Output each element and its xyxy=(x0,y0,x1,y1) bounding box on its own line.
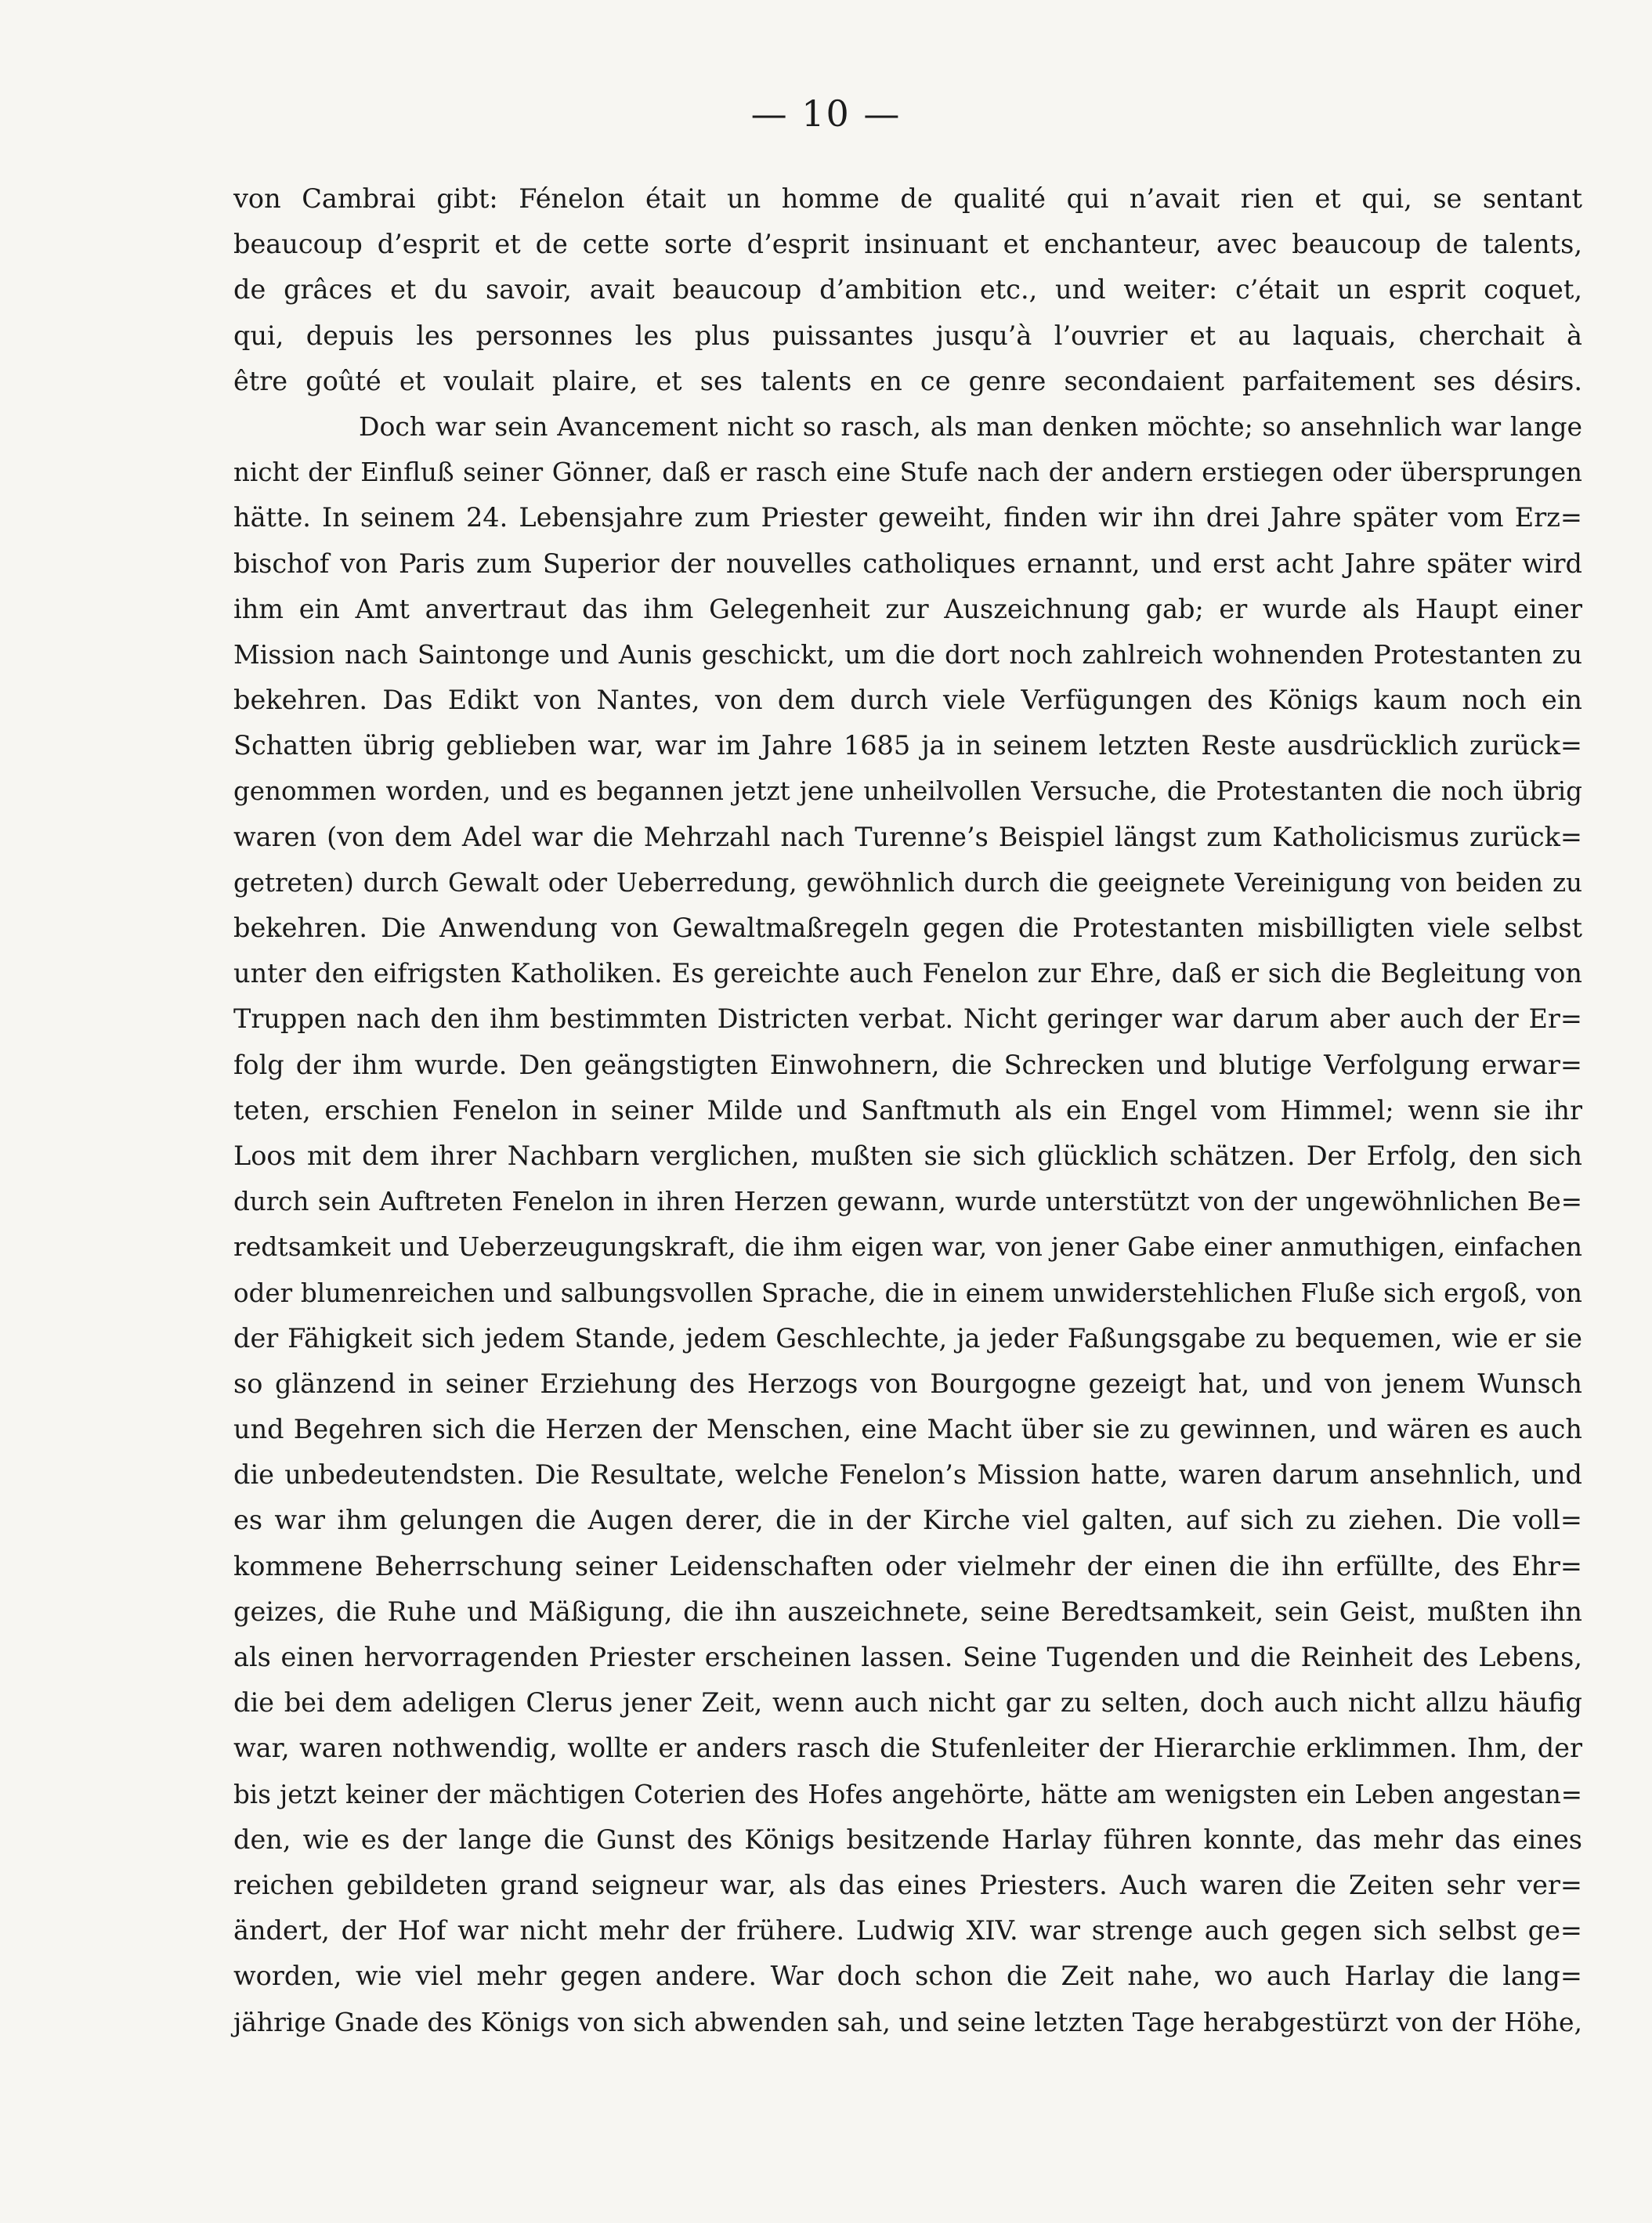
body-text xyxy=(233,176,1582,2045)
text-line: bekehren. Das Edikt von Nantes, von dem durch viele Verfügungen des Königs kaum noch ein xyxy=(233,685,1582,716)
text-line: geizes, die Ruhe und Mäßigung, die ihn auszeichnete, seine Beredtsamkeit, sein Geist, mußten ihn xyxy=(233,1596,1582,1627)
text-line: unter den eifrigsten Katholiken. Es gereichte auch Fenelon zur Ehre, daß er sich die Begleitung von xyxy=(233,958,1582,989)
text-line: so glänzend in seiner Erziehung des Herzogs von Bourgogne gezeigt hat, und von jenem Wunsch xyxy=(233,1368,1582,1399)
text-line: es war ihm gelungen die Augen derer, die in der Kirche viel galten, auf sich zu ziehen. Die voll= xyxy=(233,1505,1582,1536)
text-line: war, waren nothwendig, wollte er anders rasch die Stufenleiter der Hierarchie erklimmen. Ihm, der xyxy=(233,1733,1582,1764)
text-line: teten, erschien Fenelon in seiner Milde und Sanftmuth als ein Engel vom Himmel; wenn sie ihr xyxy=(233,1094,1582,1126)
text-line: qui, depuis les personnes les plus puissantes jusqu’à l’ouvrier et au laquais, cherchait à xyxy=(233,320,1582,351)
text-line: de grâces et du savoir, avait beaucoup d’ambition etc., und weiter: c’était un esprit coquet, xyxy=(233,274,1582,305)
text-line: Mission nach Saintonge und Aunis geschickt, um die dort noch zahlreich wohnenden Protestanten zu xyxy=(233,638,1582,670)
text-line: und Begehren sich die Herzen der Menschen, eine Macht über sie zu gewinnen, und wären es auch xyxy=(233,1414,1582,1445)
text-line: nicht der Einfluß seiner Gönner, daß er rasch eine Stufe nach der andern erstiegen oder übersprungen xyxy=(233,457,1582,488)
text-line: als einen hervorragenden Priester erscheinen lassen. Seine Tugenden und die Reinheit des Lebens, xyxy=(233,1642,1582,1672)
text-line: der Fähigkeit sich jedem Stande, jedem Geschlechte, ja jeder Faßungsgabe zu bequemen, wie er sie xyxy=(233,1322,1582,1354)
text-line: folg der ihm wurde. Den geängstigten Einwohnern, die Schrecken und blutige Verfolgung erwar= xyxy=(233,1049,1582,1080)
text-line: worden, wie viel mehr gegen andere. War doch schon die Zeit nahe, wo auch Harlay die lang= xyxy=(233,1961,1582,1992)
text-line: kommene Beherrschung seiner Leidenschaften oder vielmehr der einen die ihn erfüllte, des Ehr= xyxy=(233,1550,1582,1581)
text-line: hätte. In seinem 24. Lebensjahre zum Priester geweiht, finden wir ihn drei Jahre später vom Erz= xyxy=(233,502,1582,533)
text-line: den, wie es der lange die Gunst des Königs besitzende Harlay führen konnte, das mehr das eines xyxy=(233,1824,1582,1855)
text-line: die unbedeutendsten. Die Resultate, welche Fenelon’s Mission hatte, waren darum ansehnlich, und xyxy=(233,1459,1582,1491)
text-line: Schatten übrig geblieben war, war im Jahre 1685 ja in seinem letzten Reste ausdrücklich zurück= xyxy=(233,730,1582,761)
text-line: Doch war sein Avancement nicht so rasch, als man denken möchte; so ansehnlich war lange xyxy=(359,410,1582,442)
text-line: Truppen nach den ihm bestimmten Districten verbat. Nicht geringer war darum aber auch der Er= xyxy=(233,1003,1582,1035)
text-line: waren (von dem Adel war die Mehrzahl nach Turenne’s Beispiel längst zum Katholicismus zurück= xyxy=(233,821,1582,852)
text-line: être goûté et voulait plaire, et ses talents en ce genre secondaient parfaitement ses désirs. xyxy=(233,365,1582,396)
text-line: durch sein Auftreten Fenelon in ihren Herzen gewann, wurde unterstützt von der ungewöhnlichen Be= xyxy=(233,1187,1582,1217)
text-line: ihm ein Amt anvertraut das ihm Gelegenheit zur Auszeichnung gab; er wurde als Haupt einer xyxy=(233,593,1582,624)
text-line: ändert, der Hof war nicht mehr der frühere. Ludwig XIV. war strenge auch gegen sich selbst ge= xyxy=(233,1915,1582,1946)
text-line: bischof von Paris zum Superior der nouvelles catholiques ernannt, und erst acht Jahre später wird xyxy=(233,548,1582,579)
text-line: getreten) durch Gewalt oder Ueberredung, gewöhnlich durch die geeignete Vereinigung von beiden zu xyxy=(233,867,1582,898)
text-line: genommen worden, und es begannen jetzt jene unheilvollen Versuche, die Protestanten die noch übrig xyxy=(233,776,1582,807)
text-line: die bei dem adeligen Clerus jener Zeit, wenn auch nicht gar zu selten, doch auch nicht allzu häufig xyxy=(233,1687,1582,1719)
text-line: von Cambrai gibt: Fénelon était un homme de qualité qui n’avait rien et qui, se sentant xyxy=(233,183,1582,214)
text-line: bekehren. Die Anwendung von Gewaltmaßregeln gegen die Protestanten misbilligten viele selbst xyxy=(233,913,1582,943)
text-line: jährige Gnade des Königs von sich abwenden sah, und seine letzten Tage herabgestürzt von der Höhe, xyxy=(233,2006,1582,2037)
text-line: bis jetzt keiner der mächtigen Coterien des Hofes angehörte, hätte am wenigsten ein Leben angestan= xyxy=(233,1779,1582,1809)
text-line: Loos mit dem ihrer Nachbarn verglichen, mußten sie sich glücklich schätzen. Der Erfolg, den sich xyxy=(233,1140,1582,1171)
text-line: reichen gebildeten grand seigneur war, als das eines Priesters. Auch waren die Zeiten sehr ver= xyxy=(233,1869,1582,1900)
text-line: beaucoup d’esprit et de cette sorte d’esprit insinuant et enchanteur, avec beaucoup de talents, xyxy=(233,229,1582,260)
text-line: redtsamkeit und Ueberzeugungskraft, die ihm eigen war, von jener Gabe einer anmuthigen, einfachen xyxy=(233,1231,1582,1263)
text-line: oder blumenreichen und salbungsvollen Sprache, die in einem unwiderstehlichen Fluße sich ergoß, von xyxy=(233,1278,1582,1308)
page-number: — 10 — xyxy=(750,92,902,135)
